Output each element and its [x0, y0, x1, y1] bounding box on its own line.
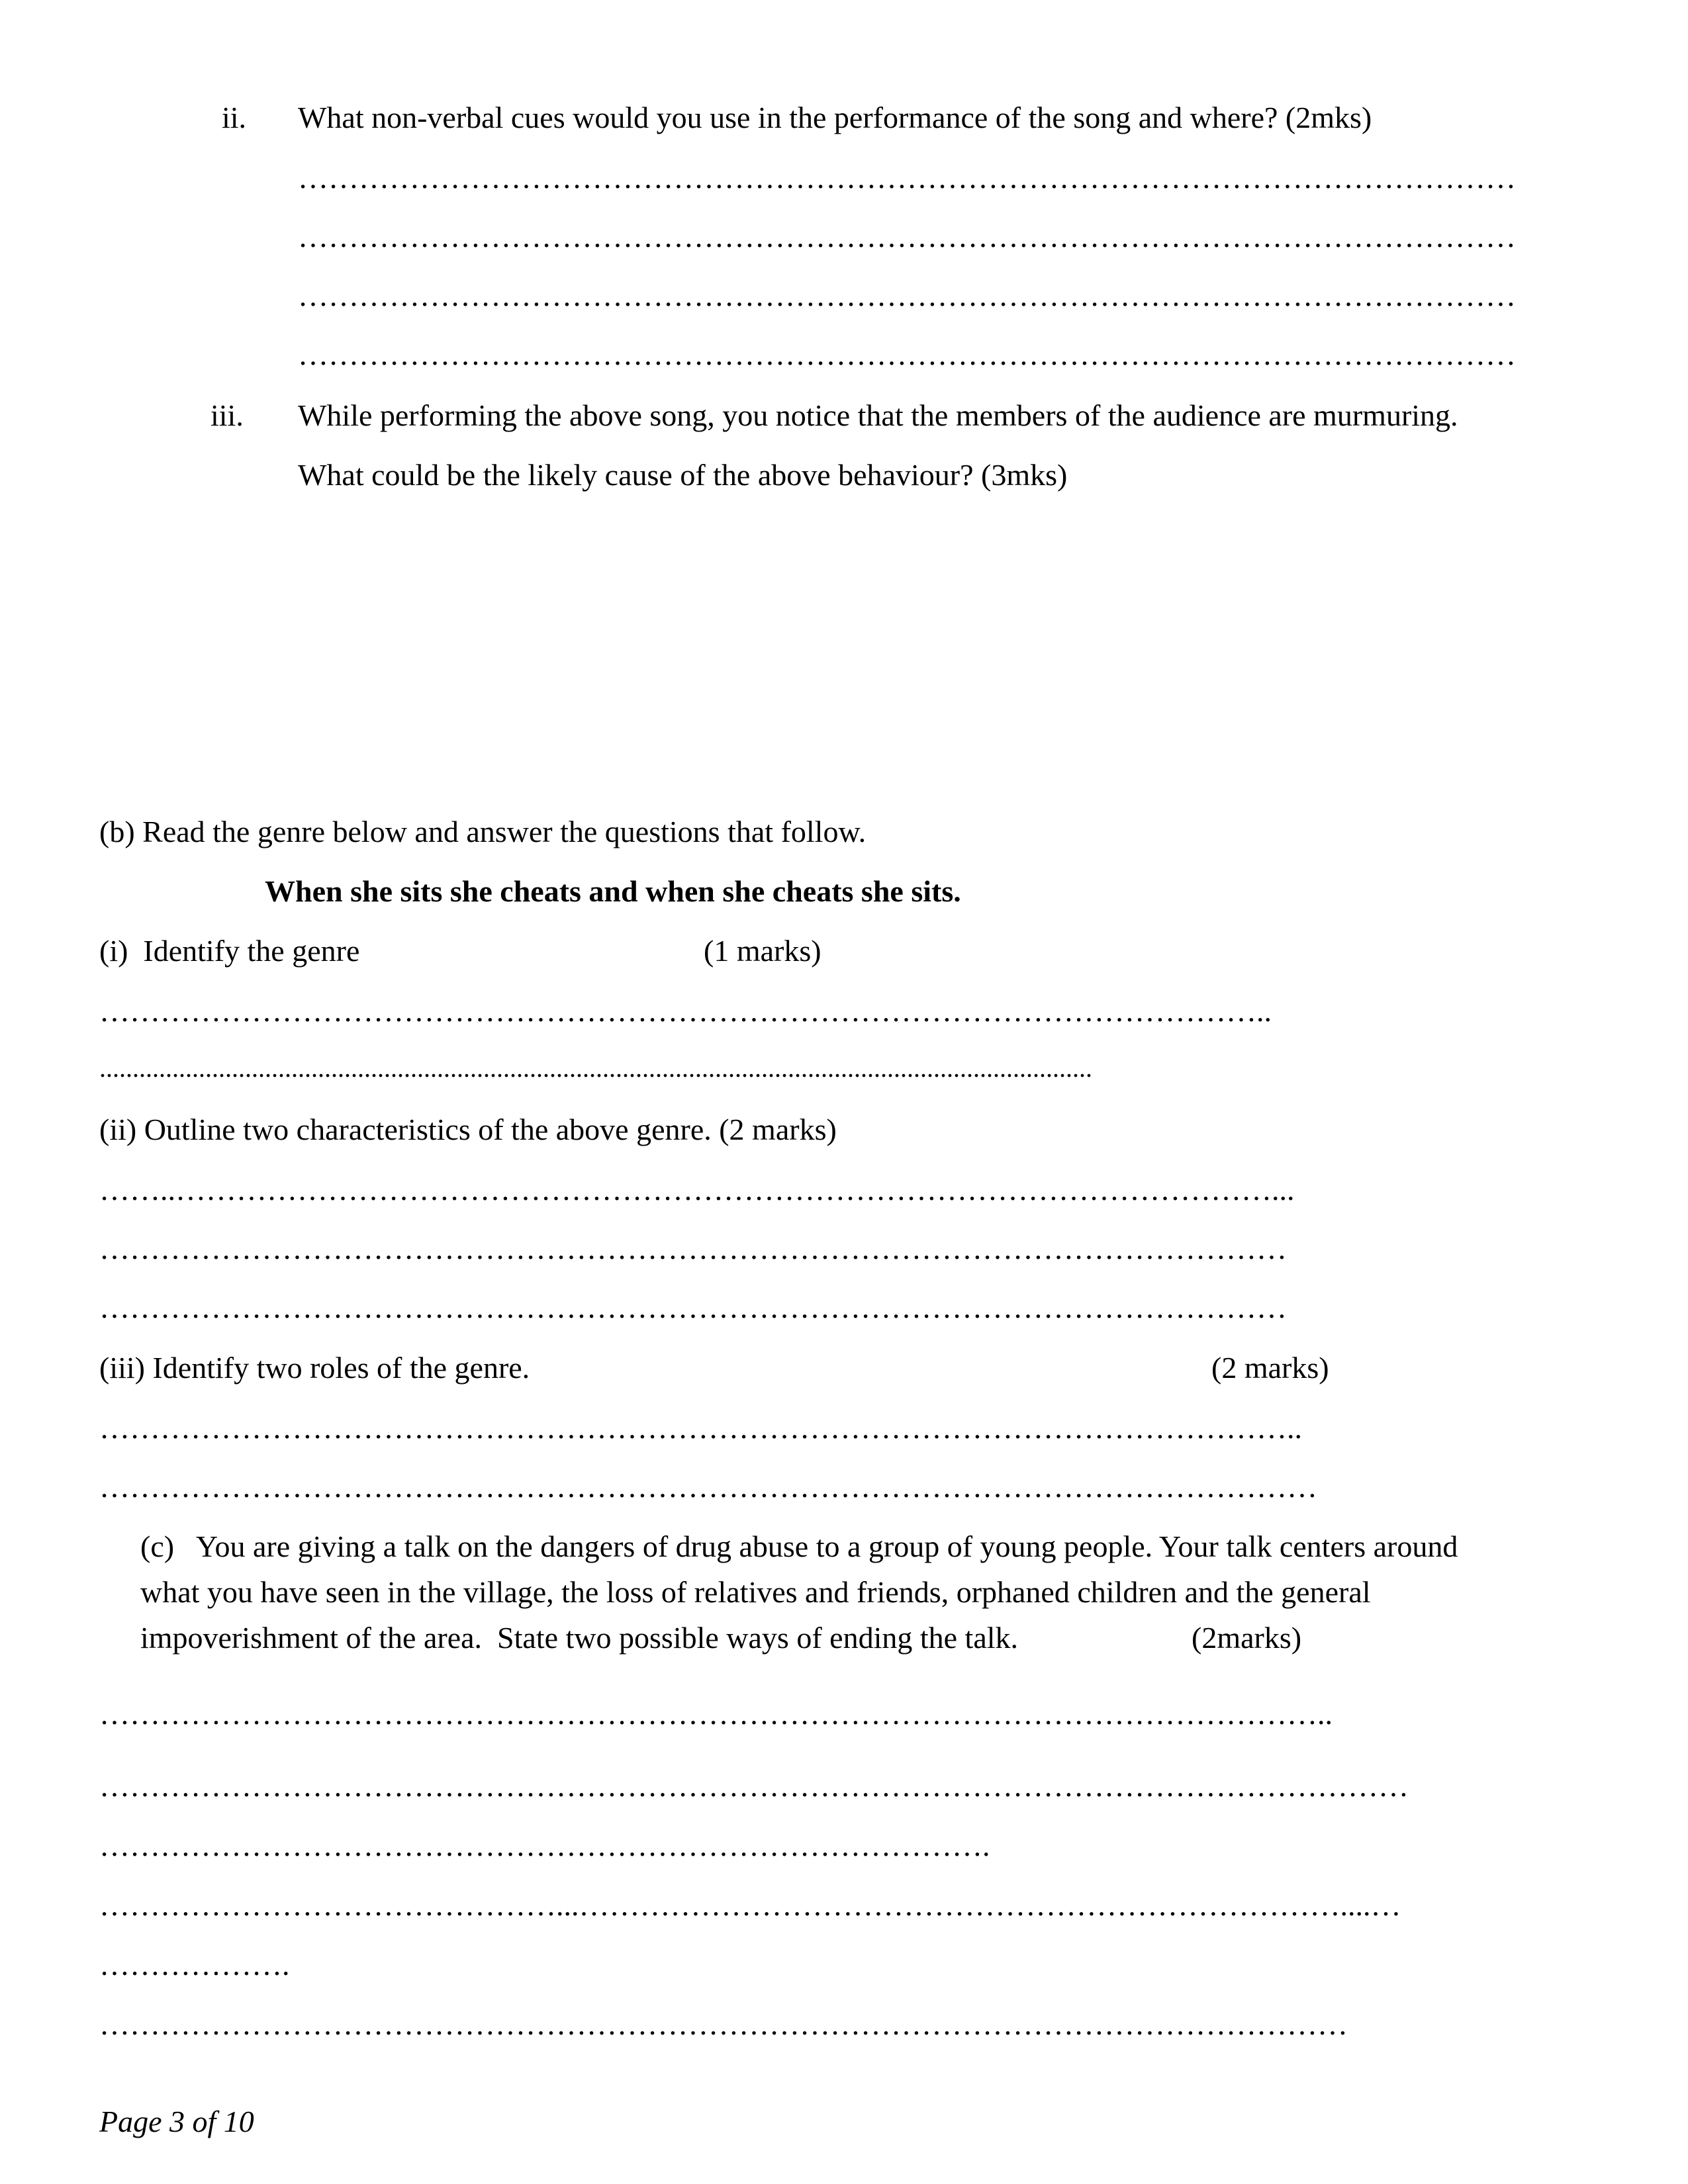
genre-text: When she sits she cheats and when she cheats she sits. — [265, 874, 961, 908]
question-text: What could be the likely cause of the above behaviour? (3mks) — [298, 458, 1068, 492]
question-number: iii. — [211, 398, 244, 432]
question-text: While performing the above song, you notice that the members of the audience are murmuring. — [298, 398, 1458, 432]
answer-line[interactable]: ……………………………………………………………………………………………………… — [99, 1291, 1287, 1324]
answer-line[interactable]: …………………………………………………………………………………………………………… — [99, 2007, 1348, 2041]
answer-line[interactable]: ………………………………………...…………………………………………………………………....… — [99, 1888, 1401, 1922]
question-text: what you have seen in the village, the loss of relatives and friends, orphaned children and the general — [140, 1575, 1371, 1609]
question-number: ii. — [222, 101, 247, 134]
question-text: What non-verbal cues would you use in the performance of the song and where? (2mks) — [298, 101, 1372, 134]
answer-line[interactable]: ………………………………………………………………………………………………………… — [99, 1470, 1317, 1504]
question-marks: (2 marks) — [1211, 1351, 1329, 1385]
question-label: (ii) Outline two characteristics of the above genre. (2 marks) — [99, 1113, 837, 1146]
answer-line[interactable]: ...................................................................................................................................................... — [99, 1053, 1092, 1083]
page-number: Page 3 of 10 — [99, 2105, 254, 2138]
answer-line[interactable]: ……………………………………………………………………………. — [99, 1829, 990, 1862]
question-text: (c) You are giving a talk on the dangers of drug abuse to a group of young people. Your talk centers around — [140, 1529, 1458, 1563]
section-intro: (b) Read the genre below and answer the questions that follow. — [99, 815, 867, 848]
question-marks: (1 marks) — [704, 934, 821, 968]
question-marks: (2marks) — [1192, 1621, 1302, 1655]
answer-line[interactable]: ……..………………………………………………………………………………………………... — [99, 1173, 1295, 1206]
question-label: (iii) Identify two roles of the genre. — [99, 1351, 530, 1385]
answer-line[interactable]: ………………………………………………………………………………………………………….. — [99, 1697, 1333, 1731]
answer-line[interactable]: ………………………………………………………………………………………………………… — [298, 279, 1516, 312]
answer-line[interactable]: ……………………………………………………………………………………………………….. — [99, 1411, 1302, 1445]
answer-line[interactable]: ………………………………………………………………………………………………………………… — [99, 1769, 1409, 1803]
answer-line[interactable]: …………………………………………………………………………………………………….. — [99, 994, 1272, 1028]
question-text: impoverishment of the area. State two possible ways of ending the talk. — [140, 1621, 1019, 1655]
answer-line[interactable]: ………………………………………………………………………………………………………… — [298, 161, 1516, 195]
answer-line[interactable]: ………………. — [99, 1948, 290, 1981]
answer-line[interactable]: ……………………………………………………………………………………………………… — [99, 1232, 1287, 1265]
question-label: (i) Identify the genre — [99, 934, 360, 968]
answer-line[interactable]: ………………………………………………………………………………………………………… — [298, 338, 1516, 371]
answer-line[interactable]: ………………………………………………………………………………………………………… — [298, 220, 1516, 253]
